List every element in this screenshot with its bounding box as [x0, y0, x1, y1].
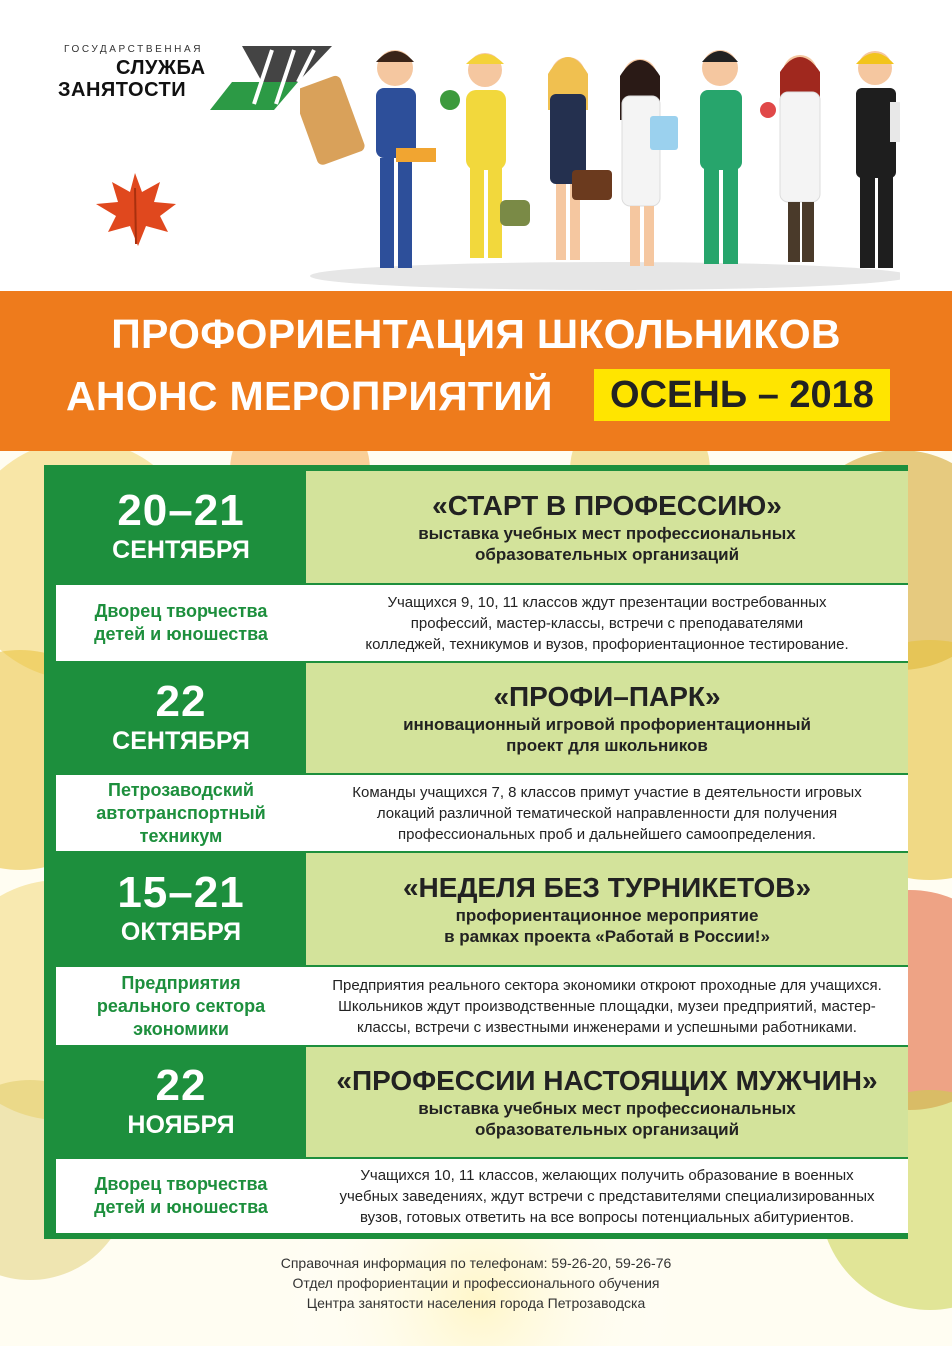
- event-date-number: 22: [155, 677, 207, 726]
- event-2-description: [306, 775, 908, 851]
- event-4-detail-row: [56, 1159, 908, 1233]
- description-line: классы, встречи с известными инженерами и успешными работниками.: [357, 1018, 857, 1036]
- description-line: профессий, мастер-классы, встречи с преподавателями: [410, 614, 804, 632]
- event-title: «СТАРТ В ПРОФЕССИЮ»: [432, 490, 782, 521]
- event-date-month: ОКТЯБРЯ: [120, 918, 242, 946]
- footer-line: Справочная информация по телефонам: 59-26-20, 59-26-76: [280, 1255, 672, 1271]
- footer-line: Отдел профориентации и профессионального обучения: [292, 1275, 660, 1291]
- description-line: Предприятия реального сектора экономики откроют проходные для учащихся.: [332, 976, 882, 994]
- description-line: Учащихся 10, 11 классов, желающих получить образование в военных: [360, 1166, 854, 1184]
- event-date-number: 15–21: [117, 868, 245, 917]
- logo-line-big2: ЗАНЯТОСТИ: [58, 79, 187, 101]
- event-subtitle-line: образовательных организаций: [474, 545, 740, 564]
- event-3-header-row: [56, 853, 908, 965]
- footer-contacts: [0, 1253, 952, 1313]
- place-line: детей и юношества: [94, 624, 268, 644]
- place-line: Дворец творчества: [94, 1174, 268, 1194]
- event-subtitle-line: выставка учебных мест профессиональных: [418, 524, 796, 543]
- event-title: «НЕДЕЛЯ БЕЗ ТУРНИКЕТОВ»: [402, 872, 812, 903]
- event-1-date: [56, 471, 306, 583]
- event-4-place: [56, 1159, 306, 1233]
- description-line: профессиональных проб и дальнейшего самоопределения.: [398, 825, 816, 843]
- logo-line-small: ГОСУДАРСТВЕННАЯ: [64, 44, 204, 55]
- event-date-number: 20–21: [117, 486, 245, 535]
- event-1-description: [306, 585, 908, 661]
- event-3-date: [56, 853, 306, 965]
- event-1-detail-row: [56, 585, 908, 661]
- event-2-date: [56, 663, 306, 773]
- season-badge: ОСЕНЬ – 2018: [594, 369, 890, 421]
- event-subtitle-line: образовательных организаций: [474, 1120, 740, 1139]
- event-subtitle-line: проект для школьников: [506, 736, 708, 755]
- event-subtitle-line: выставка учебных мест профессиональных: [418, 1099, 796, 1118]
- event-subtitle-line: профориентационное мероприятие: [455, 906, 759, 925]
- description-line: вузов, готовых ответить на все вопросы потенциальных абитуриентов.: [359, 1208, 855, 1226]
- event-4-date: [56, 1047, 306, 1157]
- event-title: «ПРОФИ–ПАРК»: [493, 681, 721, 712]
- place-line: экономики: [133, 1018, 229, 1039]
- description-line: колледжей, техникумов и вузов, профориентационное тестирование.: [365, 635, 849, 653]
- event-title: «ПРОФЕССИИ НАСТОЯЩИХ МУЖЧИН»: [336, 1065, 878, 1096]
- description-line: учебных заведениях, ждут встречи с представителями специализированных: [339, 1187, 875, 1205]
- place-line: автотранспортный: [96, 802, 266, 823]
- event-4-description: [306, 1159, 908, 1233]
- event-2-detail-row: [56, 775, 908, 851]
- event-2-header-row: [56, 663, 908, 773]
- banner-subtitle: АНОНС МЕРОПРИЯТИЙ: [66, 373, 553, 419]
- footer-line: Центра занятости населения города Петрозаводска: [306, 1295, 646, 1311]
- event-2-title-block: [306, 663, 908, 773]
- workers-illustration: [300, 40, 900, 290]
- event-4-title-block: [306, 1047, 908, 1157]
- place-line: реального сектора: [96, 995, 266, 1016]
- event-1-title-block: [306, 471, 908, 583]
- event-date-month: СЕНТЯБРЯ: [112, 727, 250, 755]
- place-line: Дворец творчества: [94, 601, 268, 621]
- place-line: техникум: [139, 825, 223, 846]
- event-subtitle-line: в рамках проекта «Работай в России!»: [444, 927, 770, 946]
- place-line: Предприятия: [121, 972, 241, 993]
- event-subtitle-line: инновационный игровой профориентационный: [403, 715, 811, 734]
- events-table: [44, 465, 908, 1239]
- event-date-month: НОЯБРЯ: [127, 1111, 235, 1139]
- event-3-detail-row: [56, 967, 908, 1045]
- event-1-place: [56, 585, 306, 661]
- event-3-place: [56, 967, 306, 1045]
- description-line: локаций различной тематической направленности для получения: [376, 804, 838, 822]
- event-4-header-row: [56, 1047, 908, 1157]
- maple-leaf-icon: [90, 168, 180, 248]
- event-3-title-block: [306, 853, 908, 965]
- event-3-description: [306, 967, 908, 1045]
- logo-line-big1: СЛУЖБА: [116, 57, 206, 79]
- place-line: Петрозаводский: [108, 779, 254, 800]
- event-2-place: [56, 775, 306, 851]
- description-line: Учащихся 9, 10, 11 классов ждут презентации востребованных: [387, 593, 827, 611]
- place-line: детей и юношества: [94, 1197, 268, 1217]
- event-1-header-row: [56, 471, 908, 583]
- description-line: Команды учащихся 7, 8 классов примут участие в деятельности игровых: [352, 783, 862, 801]
- banner-title: ПРОФОРИЕНТАЦИЯ ШКОЛЬНИКОВ: [111, 311, 841, 357]
- event-date-number: 22: [155, 1061, 207, 1110]
- description-line: Школьников ждут производственные площадки, музеи предприятий, мастер-: [338, 997, 876, 1015]
- event-date-month: СЕНТЯБРЯ: [112, 536, 250, 564]
